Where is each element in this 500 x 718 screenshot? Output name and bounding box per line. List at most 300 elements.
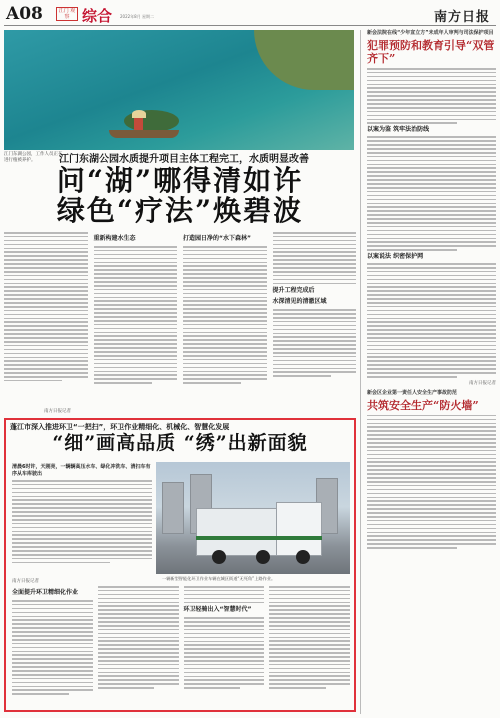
text-line	[12, 554, 152, 556]
text-line	[94, 320, 178, 322]
text-line	[367, 337, 496, 339]
text-line	[94, 316, 178, 318]
text-line	[184, 656, 265, 658]
text-line	[98, 590, 179, 592]
text-line	[273, 309, 357, 311]
lead-subhead-3: 提升工程完成后	[272, 287, 315, 295]
text-line	[367, 341, 496, 343]
text-line	[367, 115, 496, 117]
text-line	[4, 298, 88, 300]
text-line	[273, 263, 357, 265]
text-line	[273, 279, 357, 281]
text-line	[269, 586, 350, 588]
text-line	[367, 156, 496, 158]
text-line	[98, 675, 179, 677]
text-line	[367, 238, 496, 240]
text-line	[94, 293, 178, 295]
truck-wheel	[212, 550, 226, 564]
text-line	[367, 485, 496, 487]
right-subhead-1: 以案为鉴 筑牢法治防线	[367, 126, 430, 134]
text-line	[4, 302, 88, 304]
text-line	[12, 631, 93, 633]
text-line	[183, 300, 267, 302]
right-subhead-2: 以案说法 织密保护网	[367, 253, 424, 261]
text-line	[367, 333, 496, 335]
text-line	[4, 263, 88, 265]
text-line	[12, 550, 152, 552]
section-box: 江门 观察	[56, 7, 78, 21]
text-line	[94, 258, 178, 260]
text-line	[12, 542, 152, 544]
text-line	[184, 586, 265, 588]
text-line	[183, 254, 267, 256]
text-line	[367, 516, 496, 518]
text-line	[184, 617, 265, 619]
text-line	[12, 523, 152, 525]
text-line	[4, 236, 88, 238]
text-line	[183, 378, 267, 380]
text-line	[367, 187, 496, 189]
text-line	[12, 558, 152, 560]
text-line	[367, 508, 496, 510]
text-line	[12, 600, 93, 602]
text-line	[273, 321, 357, 323]
text-line	[183, 246, 267, 248]
text-line	[367, 442, 496, 444]
text-line	[367, 203, 496, 205]
text-line	[269, 644, 350, 646]
feature-column-1	[12, 586, 93, 697]
straw-hat	[132, 110, 146, 118]
section-name: 综合	[82, 7, 113, 25]
text-line	[273, 336, 357, 338]
feature-column-4	[269, 586, 350, 697]
text-line	[367, 345, 496, 347]
lead-byline: 南方日报记者	[44, 409, 71, 414]
text-line	[269, 656, 350, 658]
lead-subhead-2: 打造园日净的“水下森林”	[183, 235, 251, 242]
text-line	[367, 329, 496, 331]
text-line	[4, 267, 88, 269]
text-line	[273, 356, 357, 358]
text-line	[184, 625, 265, 627]
text-line	[273, 340, 357, 342]
text-line	[367, 450, 496, 452]
text-line	[12, 686, 93, 688]
text-line	[273, 259, 357, 261]
text-line	[98, 637, 179, 639]
text-line	[98, 602, 179, 604]
text-line	[367, 171, 496, 173]
text-line	[367, 504, 496, 506]
text-line	[273, 368, 357, 370]
text-line	[367, 87, 496, 89]
text-line	[94, 324, 178, 326]
text-line	[269, 640, 350, 642]
text-line	[4, 349, 88, 351]
text-line	[12, 670, 93, 672]
text-line	[367, 532, 496, 534]
text-line	[367, 372, 496, 374]
text-line	[183, 359, 267, 361]
text-line	[94, 363, 178, 365]
text-line	[367, 175, 496, 177]
text-line	[184, 668, 265, 670]
text-line	[4, 360, 88, 362]
text-line	[94, 308, 178, 310]
text-line	[367, 434, 496, 436]
text-line	[367, 465, 496, 467]
text-line	[184, 637, 265, 639]
text-line	[183, 258, 267, 260]
text-line	[269, 602, 350, 604]
text-line	[367, 210, 496, 212]
text-line	[94, 300, 178, 302]
text-line	[367, 535, 496, 537]
lead-body-columns	[4, 232, 356, 386]
text-line	[4, 283, 88, 285]
text-line	[4, 380, 62, 382]
text-line	[12, 647, 93, 649]
text-line	[183, 363, 267, 365]
text-line	[183, 250, 267, 252]
text-line	[98, 644, 179, 646]
text-line	[367, 368, 496, 370]
text-line	[273, 275, 357, 277]
text-line	[12, 538, 152, 540]
truck-photo	[156, 462, 350, 574]
text-line	[367, 218, 496, 220]
text-line	[4, 271, 88, 273]
text-line	[269, 679, 350, 681]
text-line	[12, 616, 93, 618]
text-line	[269, 621, 350, 623]
text-line	[269, 660, 350, 662]
lead-article	[4, 150, 356, 415]
text-line	[4, 333, 88, 335]
text-line	[12, 507, 152, 509]
text-line	[269, 637, 350, 639]
boat	[109, 130, 179, 138]
text-line	[12, 515, 152, 517]
text-line	[269, 625, 350, 627]
text-line	[183, 351, 267, 353]
text-line	[367, 122, 457, 124]
text-line	[94, 304, 178, 306]
text-line	[98, 652, 179, 654]
text-line	[183, 324, 267, 326]
text-line	[4, 364, 88, 366]
text-line	[367, 103, 496, 105]
text-line	[4, 251, 88, 253]
lead-headline-1: 问“湖”哪得清如许	[56, 164, 304, 197]
text-line	[367, 430, 496, 432]
text-line	[269, 613, 350, 615]
text-line	[4, 294, 88, 296]
text-line	[94, 273, 178, 275]
text-line	[183, 265, 267, 267]
text-line	[4, 275, 88, 277]
text-line	[183, 285, 267, 287]
text-line	[98, 594, 179, 596]
text-line	[98, 621, 179, 623]
text-line	[184, 683, 265, 685]
text-line	[184, 679, 265, 681]
text-line	[184, 664, 265, 666]
text-line	[367, 469, 496, 471]
text-line	[367, 493, 496, 495]
text-line	[367, 294, 496, 296]
text-line	[183, 355, 267, 357]
text-line	[183, 269, 267, 271]
text-line	[184, 621, 265, 623]
text-line	[269, 605, 350, 607]
text-line	[4, 286, 88, 288]
text-line	[367, 489, 496, 491]
text-line	[12, 531, 152, 533]
lead-kicker: 江门东湖公园水质提升项目主体工程完工，水质明显改善	[59, 154, 309, 165]
text-line	[12, 612, 93, 614]
building	[162, 482, 184, 534]
text-line	[367, 446, 496, 448]
text-line	[12, 643, 93, 645]
text-line	[367, 249, 457, 251]
feature-subhead-1: 全面提升环卫精细化作业	[12, 589, 79, 596]
text-line	[367, 325, 496, 327]
text-line	[367, 152, 496, 154]
text-line	[367, 497, 496, 499]
text-line	[367, 461, 496, 463]
right-headline-2: 共筑安全生产“防火墙”	[367, 398, 479, 412]
text-line	[367, 353, 496, 355]
text-line	[269, 598, 350, 600]
text-line	[98, 660, 179, 662]
text-line	[367, 241, 496, 243]
text-line	[4, 353, 88, 355]
text-line	[183, 304, 267, 306]
text-line	[98, 613, 179, 615]
text-line	[12, 496, 152, 498]
text-line	[269, 668, 350, 670]
text-line	[273, 364, 357, 366]
text-line	[184, 594, 265, 596]
text-line	[184, 598, 265, 600]
feature-intro-text: 清晨6时许，天刚亮，一辆辆高压水车、绿化冲洗车、清扫车有序从车库驶出	[12, 464, 151, 477]
text-line	[273, 375, 331, 377]
text-line	[98, 629, 179, 631]
text-line	[94, 254, 178, 256]
text-line	[273, 248, 357, 250]
text-line	[94, 332, 178, 334]
text-line	[367, 286, 496, 288]
text-line	[367, 543, 496, 545]
feature-subhead-2: 环卫轻骑出入“智慧时代”	[183, 606, 252, 614]
right-body-3	[367, 263, 496, 377]
text-line	[367, 164, 496, 166]
text-line	[273, 317, 357, 319]
right-body-4	[367, 415, 496, 549]
text-line	[183, 289, 267, 291]
truck-wheel	[256, 550, 270, 564]
text-line	[269, 590, 350, 592]
text-line	[94, 297, 178, 299]
text-line	[98, 679, 179, 681]
text-line	[367, 279, 496, 281]
text-line	[98, 640, 179, 642]
text-line	[12, 608, 93, 610]
text-line	[367, 222, 496, 224]
text-line	[94, 289, 178, 291]
text-line	[12, 511, 152, 513]
text-line	[367, 271, 496, 273]
text-line	[273, 344, 357, 346]
feature-headline: “细”画高品质 “绣”出新面貌	[52, 432, 308, 454]
feature-intro	[12, 464, 152, 566]
text-line	[367, 136, 496, 138]
text-line	[269, 629, 350, 631]
text-line	[273, 251, 357, 253]
feature-column-2	[98, 586, 179, 697]
newspaper-logo: 南方日报	[433, 10, 490, 25]
text-line	[98, 605, 179, 607]
text-line	[269, 683, 350, 685]
text-line	[184, 676, 265, 678]
text-line	[367, 144, 496, 146]
text-line	[367, 314, 496, 316]
text-line	[367, 426, 496, 428]
text-line	[367, 91, 496, 93]
text-line	[367, 283, 496, 285]
text-line	[367, 76, 496, 78]
text-line	[367, 419, 496, 421]
text-line	[273, 267, 357, 269]
text-line	[94, 374, 178, 376]
lake-photo-caption: 江门东湖公园，工作人员正在进行植被养护。	[4, 152, 63, 163]
section-letter: A	[6, 4, 20, 24]
text-line	[367, 512, 496, 514]
right-body-2	[367, 136, 496, 250]
text-line	[94, 262, 178, 264]
text-line	[367, 199, 496, 201]
text-line	[367, 191, 496, 193]
text-line	[273, 333, 357, 335]
text-line	[12, 619, 93, 621]
text-line	[367, 318, 496, 320]
text-line	[367, 148, 496, 150]
text-line	[183, 371, 267, 373]
feature-kicker: 蓬江市深入推进环卫“一把扫”，环卫作业精细化、机械化、智慧化发展	[10, 423, 230, 431]
text-line	[12, 546, 152, 548]
text-line	[94, 367, 178, 369]
text-line	[367, 179, 496, 181]
text-line	[184, 660, 265, 662]
masthead	[4, 4, 496, 26]
text-line	[273, 360, 357, 362]
text-line	[98, 633, 179, 635]
text-line	[12, 635, 93, 637]
text-line	[12, 651, 93, 653]
text-line	[94, 343, 178, 345]
text-line	[183, 339, 267, 341]
text-line	[94, 355, 178, 357]
text-line	[269, 617, 350, 619]
worker-figure	[134, 118, 143, 130]
text-line	[183, 312, 267, 314]
text-line	[367, 349, 496, 351]
text-line	[367, 245, 496, 247]
text-line	[12, 682, 93, 684]
right-column	[360, 30, 496, 714]
section-number	[6, 4, 43, 24]
text-line	[4, 240, 88, 242]
text-line	[367, 500, 496, 502]
truck-stripe	[196, 536, 322, 540]
text-line	[367, 263, 496, 265]
text-line	[4, 321, 88, 323]
text-line	[367, 111, 496, 113]
text-line	[183, 316, 267, 318]
text-line	[4, 290, 88, 292]
text-line	[183, 382, 241, 384]
text-line	[367, 206, 496, 208]
text-line	[94, 339, 178, 341]
lead-column-2	[94, 232, 178, 386]
text-line	[4, 310, 88, 312]
text-line	[98, 672, 179, 674]
text-line	[367, 183, 496, 185]
right-kicker-2: 新会区企业第一责任人安全生产事故防范	[367, 389, 458, 396]
text-line	[4, 337, 88, 339]
text-line	[367, 423, 496, 425]
text-line	[367, 356, 496, 358]
text-line	[12, 604, 93, 606]
text-line	[184, 602, 265, 604]
text-line	[94, 351, 178, 353]
text-line	[183, 277, 267, 279]
text-line	[367, 438, 496, 440]
text-line	[12, 689, 93, 691]
text-line	[269, 633, 350, 635]
text-line	[4, 325, 88, 327]
text-line	[269, 664, 350, 666]
text-line	[94, 359, 178, 361]
text-line	[4, 376, 88, 378]
right-kicker: 新会法院在线“少年宣立方”未成年人审判与司法保护项目	[367, 30, 494, 36]
text-line	[367, 376, 457, 378]
text-line	[183, 281, 267, 283]
text-line	[12, 666, 93, 668]
text-line	[183, 343, 267, 345]
right-headline: 犯罪预防和教育引导“双管齐下”	[367, 39, 495, 65]
text-line	[183, 335, 267, 337]
text-line	[367, 234, 496, 236]
text-line	[367, 290, 496, 292]
right-body-1	[367, 68, 496, 124]
text-line	[4, 248, 88, 250]
text-line	[183, 297, 267, 299]
text-line	[183, 367, 267, 369]
text-line	[367, 520, 496, 522]
text-line	[367, 195, 496, 197]
text-line	[12, 499, 152, 501]
text-line	[94, 378, 178, 380]
right-byline: 南方日报记者	[469, 380, 496, 386]
text-line	[367, 140, 496, 142]
text-line	[273, 244, 357, 246]
text-line	[183, 328, 267, 330]
text-line	[183, 332, 267, 334]
text-line	[4, 279, 88, 281]
